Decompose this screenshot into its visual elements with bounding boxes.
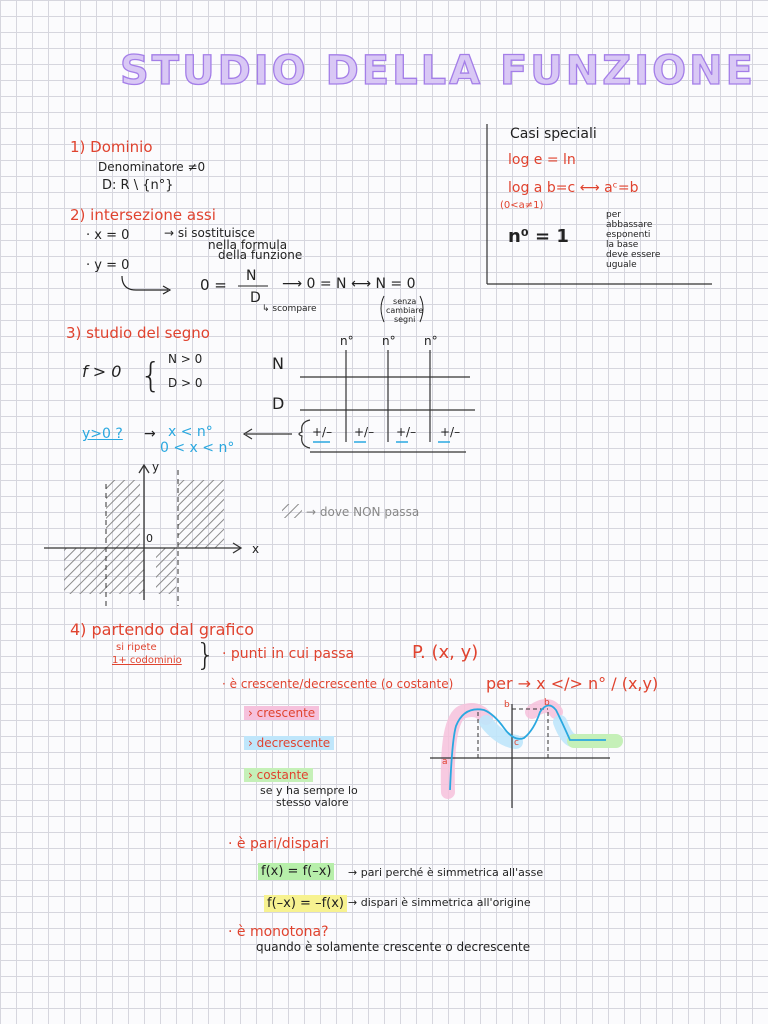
s2-frac-left: 0 = [200, 276, 227, 294]
s2-scompare: ↳ scompare [262, 304, 317, 314]
axis-y-label: y [152, 460, 160, 474]
label-crescente: › crescente [244, 706, 319, 720]
s2-x-desc-2: nella formula [208, 238, 288, 252]
s3-arrow: → [144, 426, 156, 442]
casi-note-line: deve essere [606, 250, 661, 260]
label-costante: › costante [244, 768, 313, 782]
s4-bullet-2-label: · è crescente/decrescente (o costante) [222, 677, 454, 691]
col-header-3: n° [424, 334, 438, 348]
sign-cell: +/– [440, 425, 461, 439]
section-2-heading: 2) intersezione assi [70, 206, 216, 224]
row-label-d: D [272, 394, 285, 413]
s3-x-res-1: x < n° [168, 424, 213, 440]
sign-cell: +/– [396, 425, 417, 439]
graph-label-c: c [514, 738, 519, 748]
s2-frac-den: D [250, 290, 261, 306]
graph-label-b2: b [544, 698, 550, 708]
senza-line: senza [393, 297, 417, 306]
casi-line-1: log e = ln [508, 152, 576, 168]
costante-desc-2: stesso valore [276, 796, 349, 809]
s4-side-2: 1+ codominio [112, 655, 182, 666]
row-label-n: N [272, 354, 284, 373]
origin-label: 0 [146, 532, 153, 545]
s4-side-1: si ripete [116, 642, 157, 653]
casi-note-line: per [606, 210, 621, 220]
casi-note-line: esponenti [606, 230, 651, 240]
s3-d-pos: D > 0 [168, 376, 203, 390]
col-header-2: n° [382, 334, 396, 348]
s1-line-1: Denominatore ≠0 [98, 160, 206, 174]
label-decrescente: › decrescente [244, 736, 334, 750]
col-header-1: n° [340, 334, 354, 348]
casi-line-3: n⁰ = 1 [508, 226, 569, 247]
s2-frac-num: N [246, 268, 257, 284]
s3-n-pos: N > 0 [168, 352, 203, 366]
page-title: STUDIO DELLA FUNZIONE [120, 48, 756, 94]
sign-cell: +/– [312, 425, 333, 439]
pari-desc: → pari perché è simmetrica all'asse [348, 866, 544, 879]
s2-y-eq: · y = 0 [86, 258, 130, 273]
s4-bullet-2-value: per → x </> n° / (x,y) [486, 674, 659, 693]
s3-f-pos: f > 0 [82, 362, 122, 381]
s1-line-2: D: R \ {n°} [102, 178, 174, 193]
graph-label-b: b [504, 700, 510, 710]
senza-line: cambiare [386, 306, 424, 315]
s2-x-desc-3: della funzione [218, 248, 303, 262]
sign-cell: +/– [354, 425, 375, 439]
casi-speciali-heading: Casi speciali [510, 126, 597, 142]
s2-arrow-result: ⟶ 0 = N ⟷ N = 0 [282, 276, 416, 292]
s4-bullet-1-value: P. (x, y) [412, 642, 479, 663]
legend-text: → dove NON passa [306, 505, 420, 519]
s4-bullet-1-label: · punti in cui passa [222, 646, 355, 662]
pari-eq: f(x) = f(–x) [258, 863, 334, 880]
costante-desc-1: se y ha sempre lo [260, 784, 358, 797]
s3-brace: { [140, 356, 162, 396]
casi-note-line: la base [606, 240, 639, 250]
s3-y-cond: y>0 ? [82, 426, 123, 442]
mono-heading: · è monotona? [228, 924, 329, 940]
s4-brace: } [196, 638, 216, 673]
s3-x-res-2: 0 < x < n° [160, 440, 235, 456]
s2-x-eq: · x = 0 [86, 228, 130, 243]
pari-heading: · è pari/dispari [228, 836, 329, 852]
s2-x-desc-1: → si sostituisce [164, 226, 256, 240]
section-1-heading: 1) Dominio [70, 138, 153, 156]
casi-note-line: uguale [606, 260, 637, 270]
axis-x-label: x [252, 542, 260, 556]
graph-label-a: a [442, 757, 448, 767]
dispari-desc: → dispari è simmetrica all'origine [348, 896, 531, 909]
casi-line-2: log a b=c ⟷ aᶜ=b [508, 180, 639, 196]
senza-line: segni [393, 315, 416, 324]
dispari-eq: f(–x) = –f(x) [264, 895, 347, 912]
casi-line-2-cond: (0<a≠1) [500, 200, 544, 211]
casi-note-line: abbassare [606, 220, 653, 230]
mono-desc: quando è solamente crescente o decrescente [256, 940, 531, 954]
section-4-heading: 4) partendo dal grafico [70, 620, 255, 639]
section-3-heading: 3) studio del segno [66, 324, 210, 342]
